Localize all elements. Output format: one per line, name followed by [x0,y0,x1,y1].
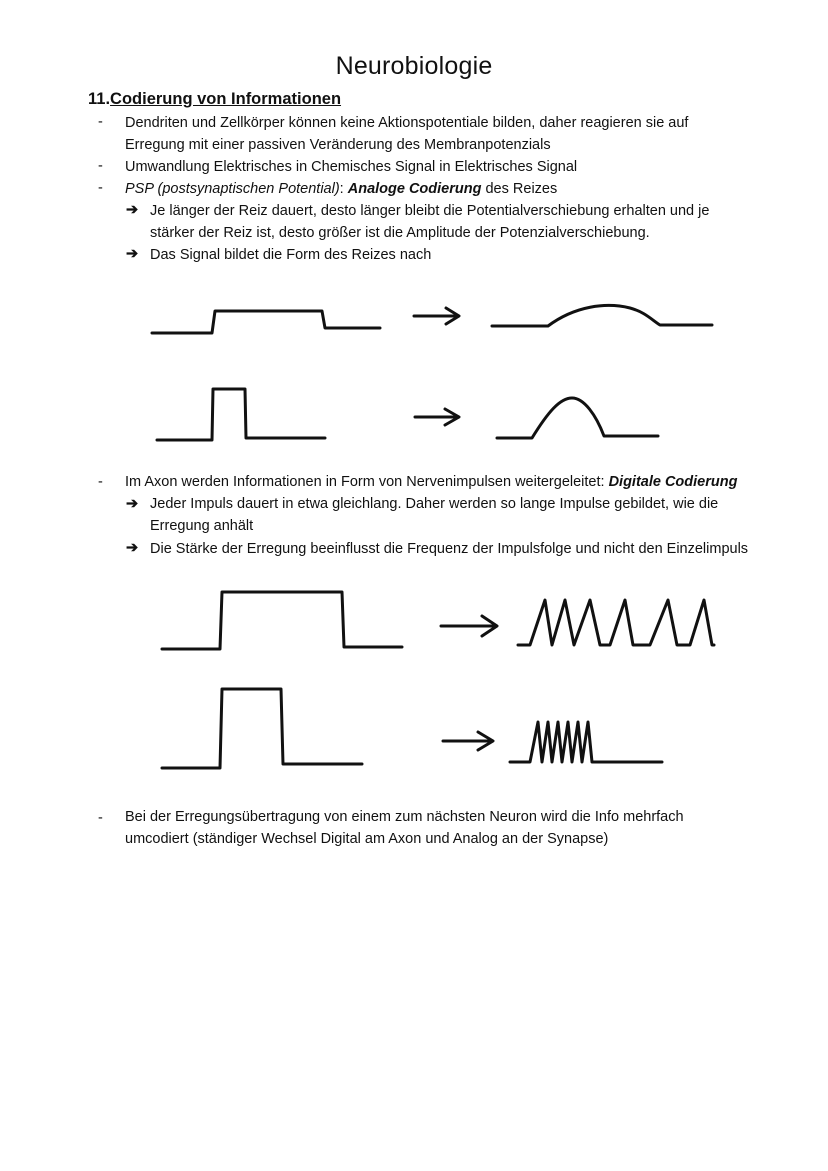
bullet-5-line-2: umcodiert (ständiger Wechsel Digital am Axon und Analog an der Synapse) [125,831,609,847]
bullet-dash: - [98,114,103,130]
bullet-3-sub-1-line-2: stärker der Reiz ist, desto größer ist die Amplitude der Potenzialverschiebung. [150,225,650,241]
sub-bullet-arrow-icon: ➔ [126,540,139,556]
bullet-3-sub-2-text: Das Signal bildet die Form des Reizes nach [150,247,432,263]
psp-rest: des Reizes [481,181,558,197]
sub-bullet-arrow-icon: ➔ [126,246,139,262]
digital-coding-term: Digitale Codierung [608,474,738,490]
bullet-1-line-1: Dendriten und Zellkörper können keine Aktionspotentiale bilden, daher reagieren sie auf [125,115,689,131]
bullet-4-sub-2-text: Die Stärke der Erregung beeinflusst die Frequenz der Impulsfolge und nicht den Einzelimpuls [150,541,749,557]
bullet-dash: - [98,158,103,174]
sketch-arrow-icon [441,616,497,636]
bullet-dash: - [98,474,103,490]
sub-bullet-arrow-icon: ➔ [126,496,139,512]
psp-colon: : [339,181,348,197]
bullet-5-line-1: Bei der Erregungsübertragung von einem zum nächsten Neuron wird die Info mehrfach [125,809,684,825]
psp-label: PSP (postsynaptischen Potential) [125,181,340,197]
page-title: Neurobiologie [335,52,493,80]
bullet-4-sub-1-line-2: Erregung anhält [150,518,254,534]
bullet-dash: - [98,810,103,826]
bullet-2-text: Umwandlung Elektrisches in Chemisches Signal in Elektrisches Signal [125,159,578,175]
bullet-dash: - [98,180,103,196]
section-title: Codierung von Informationen [110,90,342,108]
bullet-1-line-2: Erregung mit einer passiven Veränderung des Membranpotenzials [125,137,551,153]
axon-text: Im Axon werden Informationen in Form von Nervenimpulsen weitergeleitet: [125,474,609,490]
impulse-train-high-frequency [510,722,662,762]
bullet-4-sub-1-line-1: Jeder Impuls dauert in etwa gleichlang. Daher werden so lange Impulse gebildet, wie die [150,496,719,512]
stimulus-strong [162,689,362,768]
stimulus-long [162,592,402,649]
sub-bullet-arrow-icon: ➔ [126,202,139,218]
impulse-train-low-frequency [518,600,714,645]
bullet-3-sub-1-line-1: Je länger der Reiz dauert, desto länger bleibt die Potentialverschiebung erhalten und je [150,203,710,219]
sketch-arrow-icon [443,732,493,750]
analog-coding-term: Analoge Codierung [347,181,482,197]
section-number: 11. [88,90,111,108]
